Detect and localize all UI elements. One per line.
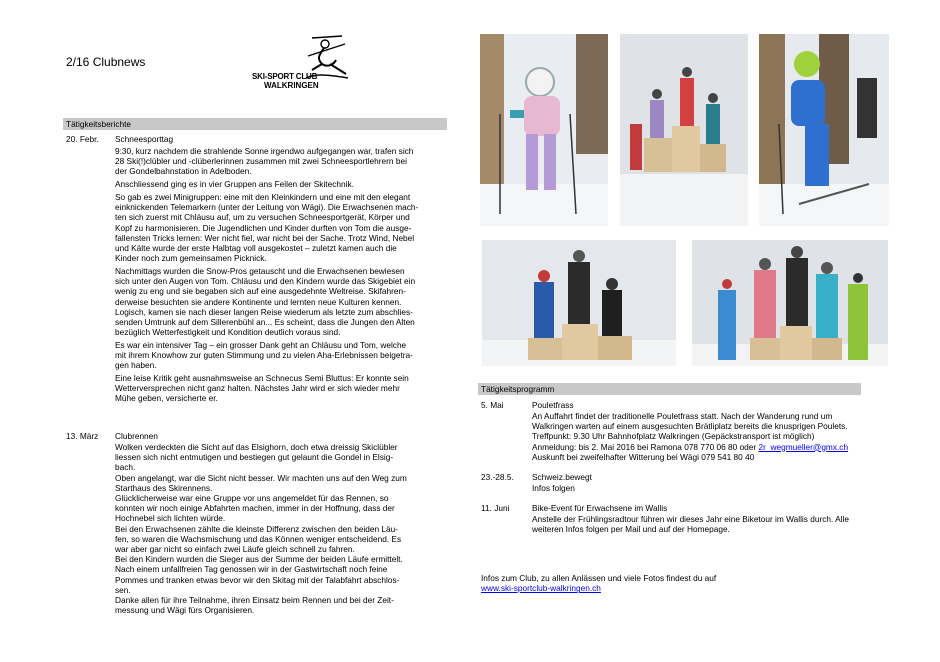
logo-text-bottom: WALKRINGEN (264, 81, 319, 90)
section-heading-program: Tätigkeitsprogramm (478, 383, 861, 395)
paragraph: Nachmittags wurden die Snow-Pros getauscht und die Erwachsenen bewiesen sich unter den Augen von Tom. Chläusu und den Kindern wurde das Skigebiet ein wenig zu eng und sie begaben sich auf eine ausgedehnte Weltreise. Skifahren- derweise besuchten sie andere Kontinente und lernten neue Kulturen kennen. Logisch, kamen sie nach dieser langen Reise wiederum als letzte zum abschlies- senden Umtrunk auf dem Sillerenbühl an... Es scheint, dass die Jungen den Alten bezüglich Wetterfestigkeit und Kondition deutlich voraus sind. (115, 266, 416, 338)
photo-podium-group-1 (620, 34, 748, 226)
website-link[interactable]: www.ski-sportclub-walkringen.ch (481, 583, 601, 594)
club-logo (250, 34, 360, 94)
entry-title: Schweiz.bewegt (532, 472, 592, 482)
paragraph: Wolken verdeckten die Sicht auf das Elsighorn, doch etwa dreissig Skiclübler liessen sich nicht entmutigen und bestiegen gut gelaunt die Gondel in Elsig- bach. Oben angelangt, war die Sicht nicht besser. Wir machten uns auf den Weg zum Starthaus des Skirennens. Glücklicherweise war eine Gruppe vor uns angemeldet für das Rennen, so konnten wir noch einige Abfahrten machen, immer in der Hoffnung, dass der Hochnebel sich lichten würde. Bei den Erwachsenen zählte die kleinste Differenz zwischen den beiden Läu- fen, so waren die Wachsmischung und das Können weniger entscheidend. Es war aber gar nicht so einfach zwei Läufe gleich schnell zu fahren. Bei den Kindern wurden die Sieger aus der Summe der beiden Läufe ermittelt. Nach einem unfallfreien Tag genossen wir in der Gastwirtschaft noch feine Pommes und tranken etwas bevor wir den Skitag mit der Talabfahrt abschlos- sen. Danke allen für ihre Teilnahme, ihren Einsatz beim Rennen und bei der Zeit- messung und Wägi fürs Organisieren. (115, 442, 407, 616)
section-heading-reports: Tätigkeitsberichte (63, 118, 447, 130)
entry-date: 23.-28.5. (481, 472, 514, 482)
photo-podium-group-3 (692, 240, 888, 366)
paragraph: Anstelle der Frühlingsradtour führen wir dieses Jahr eine Biketour im Wallis durch. Alle weiteren Infos folgen per Mail und auf der Homepage. (532, 514, 849, 535)
photo-child-skier-blue (759, 34, 889, 226)
paragraph: Eine leise Kritik geht ausnahmsweise an Schnecus Semi Bluttus: Er konnte sein Wetterversprechen nicht ganz halten. Nächstes Jahr wird er sich wieder mehr Mühe geben, versicherte er. (115, 373, 409, 404)
photo-podium-group-2 (482, 240, 676, 366)
paragraph: Anschliessend ging es in vier Gruppen ans Feilen der Skitechnik. (115, 179, 354, 189)
logo-text-top: SKI-SPORT CLUB (252, 72, 318, 81)
entry-date: 11. Juni (481, 503, 510, 513)
entry-title: Bike-Event für Erwachsene im Wallis (532, 503, 668, 513)
entry-title: Clubrennen (115, 431, 158, 441)
paragraph: 9:30, kurz nachdem die strahlende Sonne irgendwo aufgegangen war, trafen sich 28 Ski(!)clübler und -clüberlerinnen zusammen mit zwei Schneesportlehrern bei der Gondelbahnstation in Adelboden. (115, 146, 414, 177)
entry-title: Pouletfrass (532, 400, 574, 410)
photo-child-skier-pink (480, 34, 608, 226)
page-title: 2/16 Clubnews (66, 55, 146, 69)
paragraph: An Auffahrt findet der traditionelle Pouletfrass statt. Nach der Wanderung rund um Walkringen warten auf einem ausgesuchten Brätliplatz bereits die knusprigen Poulets. Treffpunkt: 9.30 Uhr Bahnhofplatz Walkringen (Gepäckstransport ist möglich) Anmeldung: bis 2. Mai 2016 bei Ramona 078 770 06 80 oder 2r_wegmueller@gmx.ch Auskunft bei zweifelhafter Witterung bei Wägi 079 541 80 40 (532, 411, 849, 462)
entry-date: 5. Mai (481, 400, 504, 410)
email-link[interactable]: 2r_wegmueller@gmx.ch (758, 441, 849, 452)
entry-date: 20. Febr. (66, 134, 99, 144)
paragraph: Infos folgen (532, 483, 575, 493)
paragraph: So gab es zwei Minigruppen: eine mit den Kleinkindern und eine mit den elegant einknickenden Telemarkern (unter der Leitung von Wägi). Die Erwachsenen mach- ten sich zuerst mit Chläusu auf, um zu versuchen Schneesportgerät, Körper und Kopf zu harmonisieren. Die Jugendlichen und Kinder durften von Tom die ausge- fallensten Tricks lernen: Wer nicht fiel, war nicht bei der Sache. Trotz Wind, Nebel und Kälte wurde der erste Halbtag voll ausgekostet – zuletzt kamen auch die Kinder noch zum gemeinsamen Picknick. (115, 192, 419, 264)
entry-date: 13. März (66, 431, 99, 441)
paragraph: Es war ein intensiver Tag – ein grosser Dank geht an Chläusu und Tom, welche mit ihrem Knowhow zur guten Stimmung und zu vielen Aha-Erlebnissen beigetra- gen haben. (115, 340, 413, 371)
footer-info: Infos zum Club, zu allen Anlässen und viele Fotos findest du auf www.ski-sportclub-walkringen.ch (481, 573, 717, 594)
entry-title: Schneesporttag (115, 134, 174, 144)
